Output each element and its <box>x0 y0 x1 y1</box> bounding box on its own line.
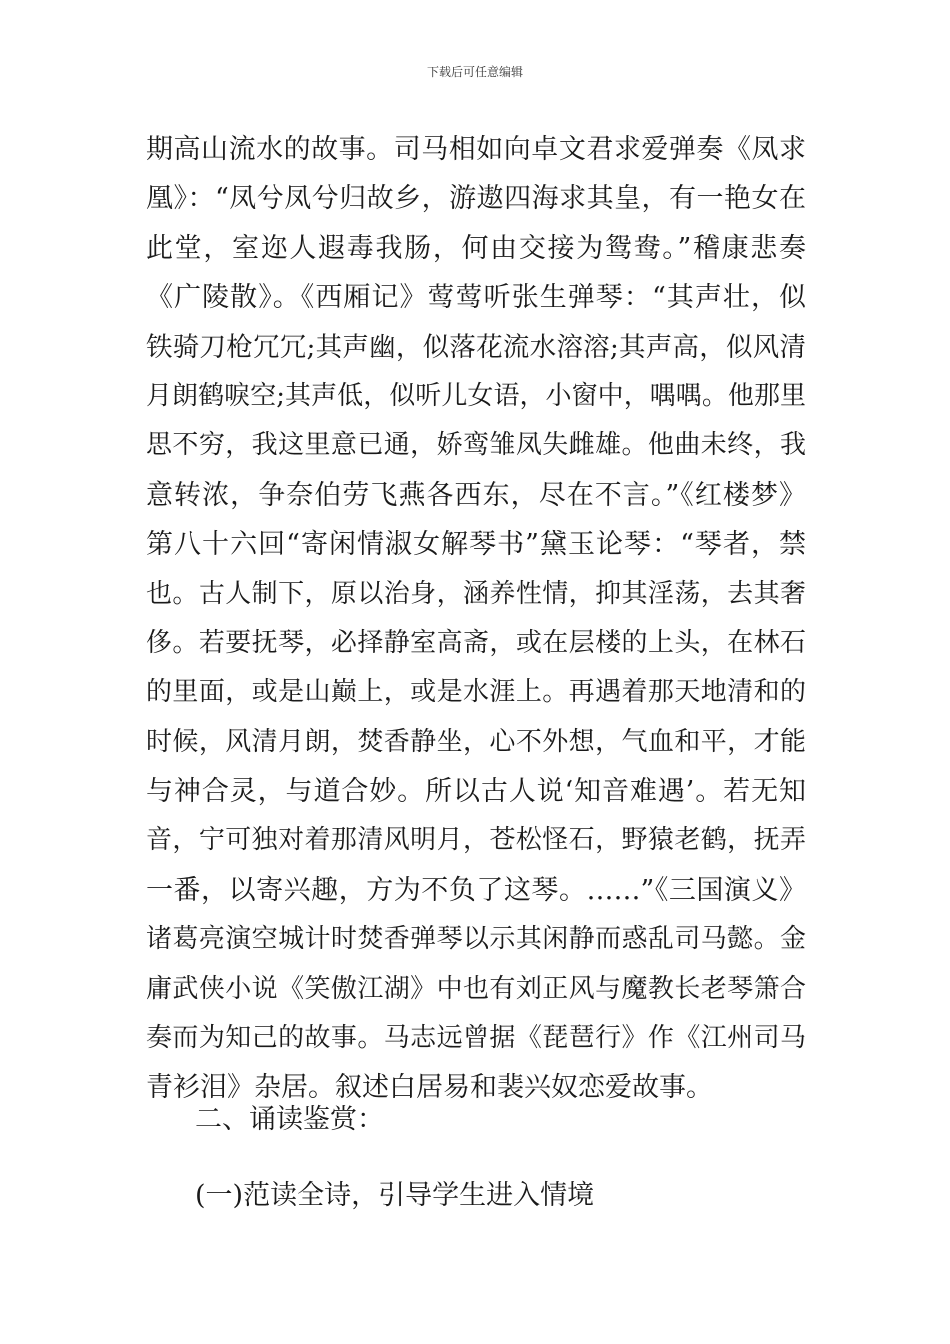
text-line: 思不穷，我这里意已通，娇鸾雏凤失雌雄。他曲未终，我 <box>146 430 806 461</box>
text-line: 凰》：“凤兮凤兮归故乡，游遨四海求其皇，有一艳女在 <box>146 183 806 215</box>
text-line: 期高山流水的故事。司马相如向卓文君求爱弹奏《凤求 <box>146 134 806 165</box>
body-paragraph <box>146 125 806 1113</box>
text-line: 《广陵散》。《西厢记》莺莺听张生弹琴：“其声壮，似 <box>146 282 806 314</box>
text-line: 铁骑刀枪冗冗;其声幽，似落花流水溶溶;其声高，似风清 <box>146 331 806 363</box>
text-line: 侈。若要抚琴，必择静室高斋，或在层楼的上头，在林石 <box>146 627 806 658</box>
text-line: 时候，风清月朗，焚香静坐，心不外想，气血和平，才能 <box>146 726 806 757</box>
section-heading: 二、诵读鉴赏： <box>195 1104 384 1135</box>
text-line: 此堂，室迩人遐毒我肠，何由交接为鸳鸯。”稽康悲奏 <box>146 232 806 264</box>
text-line: 第八十六回“寄闲情淑女解琴书”黛玉论琴：“琴者，禁 <box>146 529 806 561</box>
text-line: 与神合灵，与道合妙。所以古人说‘知音难遇’。若无知 <box>146 776 806 808</box>
text-line: 奏而为知己的故事。马志远曾据《琵琶行》作《江州司马 <box>146 1023 806 1054</box>
page-header-note: 下载后可任意编辑 <box>426 65 523 79</box>
text-line: 青衫泪》杂居。叙述白居易和裴兴奴恋爱故事。 <box>146 1072 713 1104</box>
text-line: 月朗鹤唳空;其声低，似听儿女语，小窗中，喁喁。他那里 <box>146 380 806 411</box>
section-subheading: (一)范读全诗，引导学生进入情境 <box>195 1180 595 1211</box>
text-line: 庸武侠小说《笑傲江湖》中也有刘正风与魔教长老琴箫合 <box>146 973 806 1004</box>
text-line: 音，宁可独对着那清风明月，苍松怪石，野猿老鹤，抚弄 <box>146 825 806 856</box>
text-line: 也。古人制下，原以治身，涵养性情，抑其淫荡，去其奢 <box>146 578 806 609</box>
text-line: 一番，以寄兴趣，方为不负了这琴。……”《三国演义》 <box>146 874 806 906</box>
text-line: 意转浓，争奈伯劳飞燕各西东，尽在不言。”《红楼梦》 <box>146 479 806 511</box>
text-line: 的里面，或是山巅上，或是水涯上。再遇着那天地清和的 <box>146 677 806 708</box>
text-line: 诸葛亮演空城计时焚香弹琴以示其闲静而惑乱司马懿。金 <box>146 924 806 955</box>
